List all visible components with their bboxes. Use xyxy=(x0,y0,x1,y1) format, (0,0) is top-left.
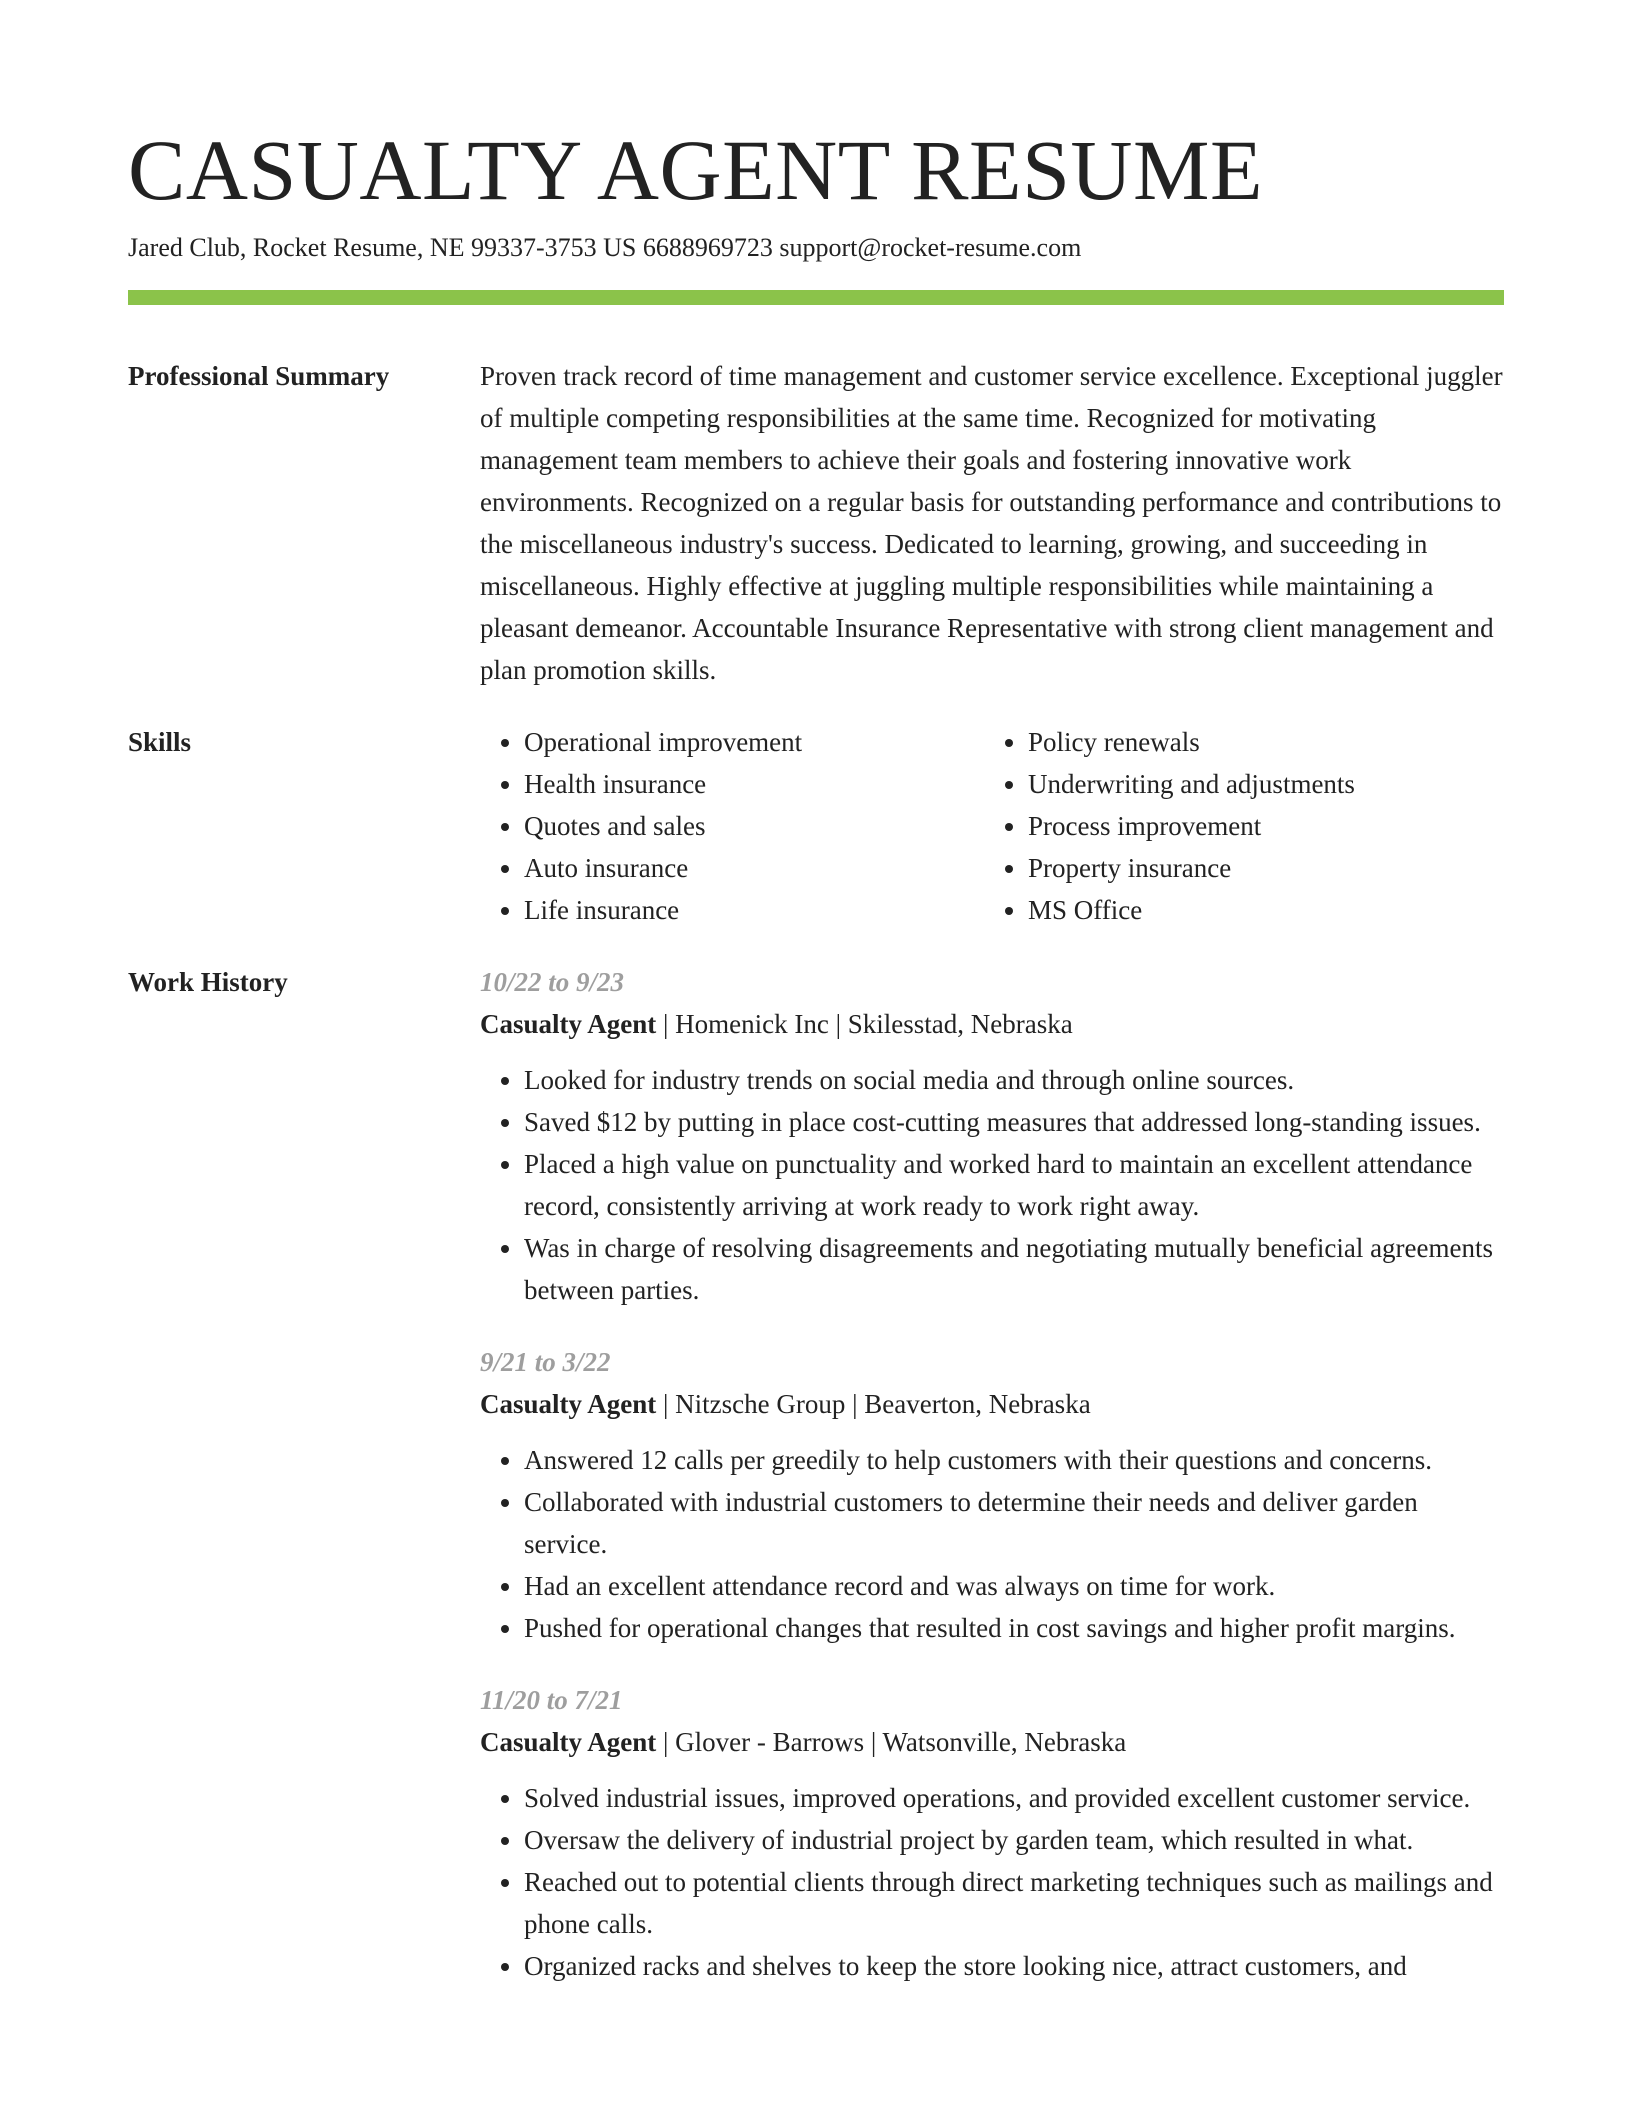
job-details: | Homenick Inc | Skilesstad, Nebraska xyxy=(656,1009,1073,1039)
job-bullet: • Organized racks and shelves to keep the store looking nice, attract customers, and xyxy=(524,1945,1504,1987)
job-details: | Glover - Barrows | Watsonville, Nebraska xyxy=(656,1727,1127,1757)
job-bullets xyxy=(480,1059,1504,1311)
job-header xyxy=(480,1721,1504,1763)
skills-heading: Skills xyxy=(128,727,192,757)
job-bullet: • Saved $12 by putting in place cost-cutting measures that addressed long-standing issues. xyxy=(524,1101,1504,1143)
job-dates: 10/22 to 9/23 xyxy=(480,967,625,997)
job-bullet: • Solved industrial issues, improved operations, and provided excellent customer service. xyxy=(524,1777,1504,1819)
skills-list-right xyxy=(984,721,1488,931)
job-header xyxy=(480,1383,1504,1425)
skill-item: • Underwriting and adjustments xyxy=(1028,763,1488,805)
job-bullet: • Was in charge of resolving disagreements and negotiating mutually beneficial agreements between parties. xyxy=(524,1227,1504,1311)
job-dates: 11/20 to 7/21 xyxy=(480,1685,623,1715)
job-bullet: • Collaborated with industrial customers to determine their needs and deliver garden service. xyxy=(524,1481,1504,1565)
work-history-heading: Work History xyxy=(128,967,288,997)
skill-item: • Auto insurance xyxy=(524,847,984,889)
skill-item: • Process improvement xyxy=(1028,805,1488,847)
job-entry xyxy=(480,1679,1504,1987)
summary-heading: Professional Summary xyxy=(128,361,390,391)
job-header xyxy=(480,1003,1504,1045)
summary-section xyxy=(128,355,1504,691)
job-bullet: • Placed a high value on punctuality and worked hard to maintain an excellent attendance record, consistently arriving at work ready to work right away. xyxy=(524,1143,1504,1227)
skill-item: • Policy renewals xyxy=(1028,721,1488,763)
job-bullet: • Pushed for operational changes that resulted in cost savings and higher profit margins. xyxy=(524,1607,1504,1649)
job-role: Casualty Agent xyxy=(480,1389,657,1419)
job-bullet: • Reached out to potential clients through direct marketing techniques such as mailings and phone calls. xyxy=(524,1861,1504,1945)
accent-divider xyxy=(128,290,1504,305)
job-bullet: • Looked for industry trends on social media and through online sources. xyxy=(524,1059,1504,1101)
job-bullets xyxy=(480,1439,1504,1649)
job-bullet: • Had an excellent attendance record and was always on time for work. xyxy=(524,1565,1504,1607)
skills-section xyxy=(128,721,1504,931)
skill-item: • Operational improvement xyxy=(524,721,984,763)
skills-list-left xyxy=(480,721,984,931)
skill-item: • MS Office xyxy=(1028,889,1488,931)
job-details: | Nitzsche Group | Beaverton, Nebraska xyxy=(656,1389,1091,1419)
job-bullets xyxy=(480,1777,1504,1987)
job-role: Casualty Agent xyxy=(480,1009,657,1039)
skill-item: • Quotes and sales xyxy=(524,805,984,847)
skill-item: • Life insurance xyxy=(524,889,984,931)
job-entry xyxy=(480,961,1504,1311)
resume-page xyxy=(128,118,1504,1987)
job-dates: 9/21 to 3/22 xyxy=(480,1347,611,1377)
job-bullet: • Oversaw the delivery of industrial project by garden team, which resulted in what. xyxy=(524,1819,1504,1861)
job-role: Casualty Agent xyxy=(480,1727,657,1757)
resume-title: CASUALTY AGENT RESUME xyxy=(128,122,1264,218)
skill-item: • Property insurance xyxy=(1028,847,1488,889)
contact-line: Jared Club, Rocket Resume, NE 99337-3753 US 6688969723 support@rocket-resume.com xyxy=(128,233,1082,262)
job-entry xyxy=(480,1341,1504,1649)
skill-item: • Health insurance xyxy=(524,763,984,805)
work-history-section xyxy=(128,961,1504,1987)
summary-text: Proven track record of time management and customer service excellence. Exceptional juggler of multiple competing responsibilities at the same time. Recognized for motivating management team members to achieve their goals and fostering innovative work environments. Recognized on a regular basis for outstanding performance and contributions to the miscellaneous industry's success. Dedicated to learning, growing, and succeeding in miscellaneous. Highly effective at juggling multiple responsibilities while maintaining a pleasant demeanor. Accountable Insurance Representative with strong client management and plan promotion skills. xyxy=(480,361,1503,685)
job-bullet: • Answered 12 calls per greedily to help customers with their questions and concerns. xyxy=(524,1439,1504,1481)
